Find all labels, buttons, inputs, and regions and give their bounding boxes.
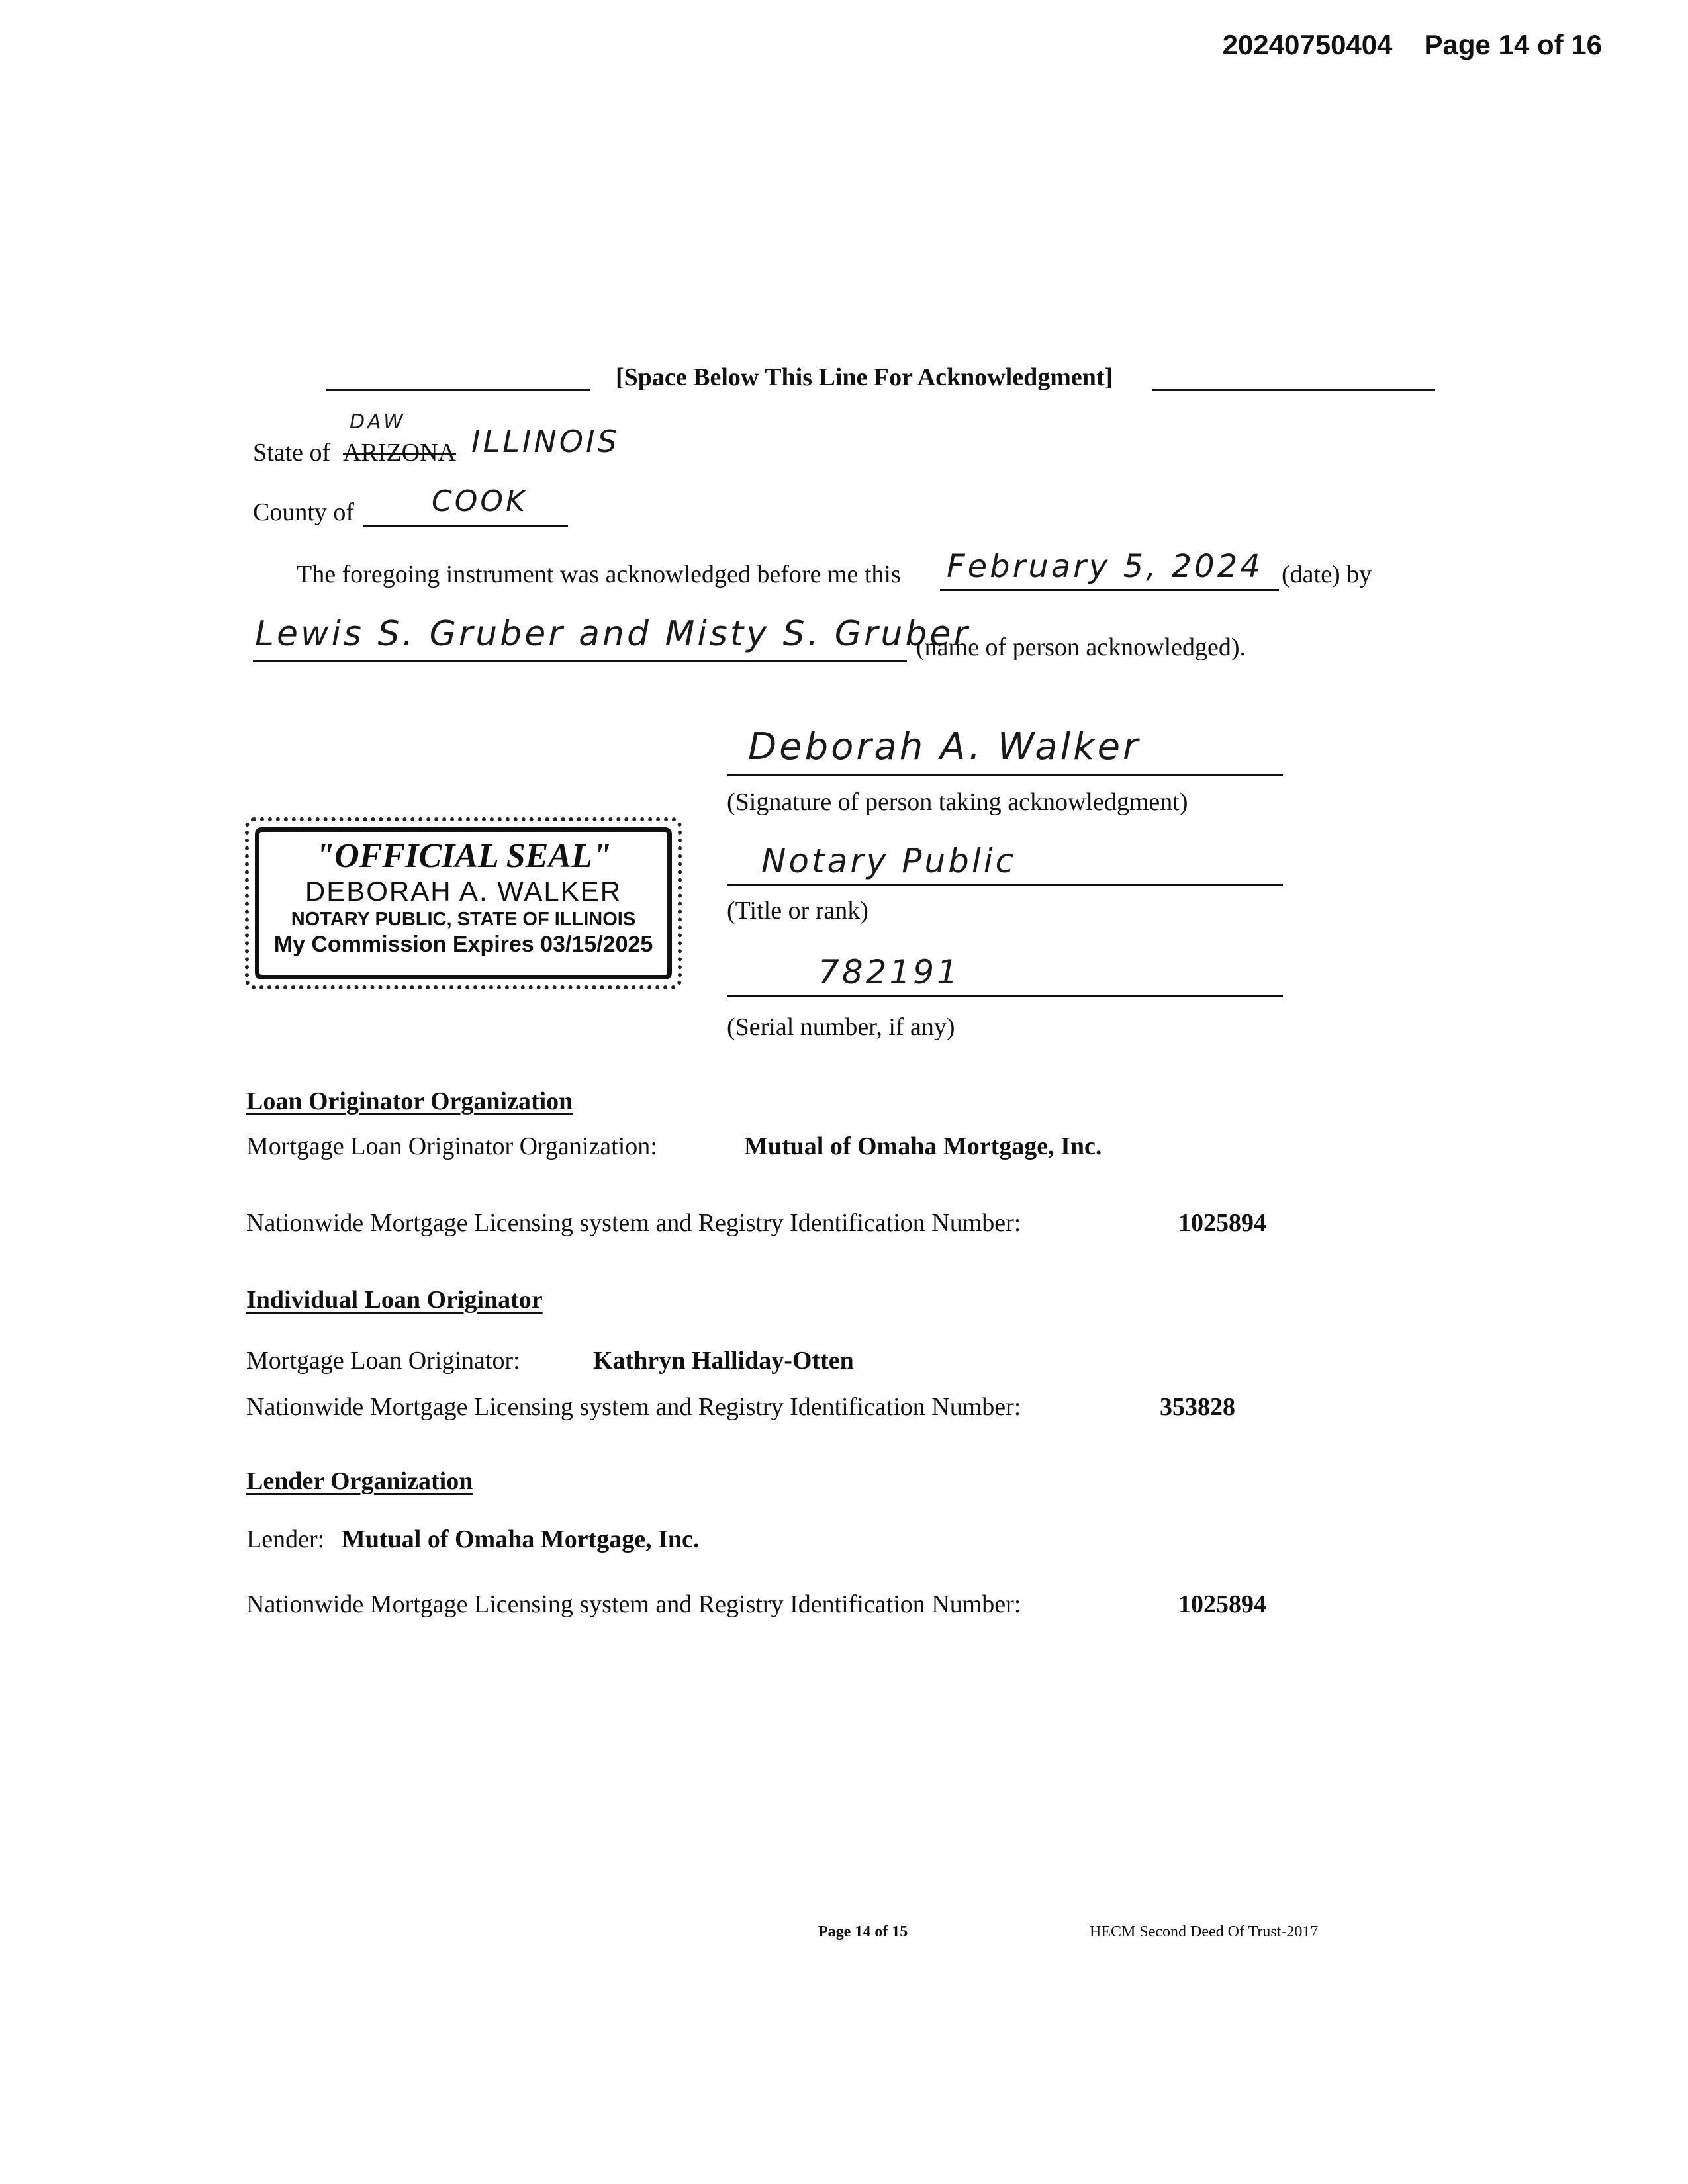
individual-originator-label: Mortgage Loan Originator: (246, 1347, 520, 1375)
county-handwritten: COOK (432, 484, 528, 518)
loan-originator-org-label: Mortgage Loan Originator Organization: (246, 1132, 657, 1160)
document-number: 20240750404 (1222, 29, 1393, 60)
seal-notary-state: NOTARY PUBLIC, STATE OF ILLINOIS (291, 909, 636, 930)
county-label: County of (253, 498, 355, 526)
heading-rule-right (1152, 389, 1435, 391)
lender-value: Mutual of Omaha Mortgage, Inc. (342, 1525, 700, 1553)
page-header (1191, 29, 1602, 61)
loan-originator-org-nmls-label: Nationwide Mortgage Licensing system and Registry Identification Number: (246, 1209, 1021, 1237)
date-handwritten: February 5, 2024 (947, 548, 1263, 585)
state-initials-handwritten: DAW (350, 410, 406, 433)
notary-signature: Deborah A. Walker (748, 725, 1141, 768)
acknowledgment-heading: [Space Below This Line For Acknowledgment] (616, 363, 1113, 391)
seal-commission-expiry: My Commission Expires 03/15/2025 (273, 932, 653, 957)
footer-page-number: Page 14 of 15 (818, 1923, 908, 1940)
individual-originator-heading: Individual Loan Originator (246, 1286, 543, 1314)
date-rule (940, 589, 1279, 591)
signature-rule (727, 774, 1283, 776)
individual-originator-nmls-label: Nationwide Mortgage Licensing system and Registry Identification Number: (246, 1393, 1021, 1421)
state-printed-struck: ARIZONA (343, 439, 456, 467)
names-handwritten: Lewis S. Gruber and Misty S. Gruber (255, 614, 970, 654)
state-handwritten: ILLINOIS (471, 424, 620, 459)
loan-originator-org-value: Mutual of Omaha Mortgage, Inc. (744, 1132, 1102, 1160)
serial-rule (727, 995, 1283, 997)
seal-notary-name: DEBORAH A. WALKER (305, 876, 622, 907)
seal-title: "OFFICIAL SEAL" (315, 837, 612, 875)
foregoing-text: The foregoing instrument was acknowledged before me this (297, 561, 901, 588)
county-rule (363, 525, 568, 527)
signature-caption: (Signature of person taking acknowledgment) (727, 788, 1188, 816)
page-label: Page 14 of 16 (1424, 29, 1602, 60)
serial-caption: (Serial number, if any) (727, 1013, 955, 1041)
lender-org-heading: Lender Organization (246, 1467, 473, 1495)
lender-nmls-value: 1025894 (1178, 1590, 1266, 1618)
loan-originator-org-heading: Loan Originator Organization (246, 1087, 573, 1115)
serial-handwritten: 782191 (818, 953, 961, 991)
loan-originator-org-nmls-value: 1025894 (1178, 1209, 1266, 1237)
lender-label: Lender: (246, 1525, 325, 1553)
heading-rule-left (326, 389, 590, 391)
individual-originator-nmls-value: 353828 (1160, 1393, 1235, 1421)
lender-nmls-label: Nationwide Mortgage Licensing system and Registry Identification Number: (246, 1590, 1021, 1618)
names-rule (253, 660, 907, 662)
title-caption: (Title or rank) (727, 897, 868, 925)
title-rule (727, 884, 1283, 886)
footer-form-name: HECM Second Deed Of Trust-2017 (1090, 1923, 1319, 1940)
names-caption: (name of person acknowledged). (916, 633, 1246, 661)
individual-originator-value: Kathryn Halliday-Otten (593, 1347, 854, 1375)
date-suffix: (date) by (1282, 561, 1372, 588)
state-label: State of (253, 439, 331, 467)
title-handwritten: Notary Public (761, 842, 1017, 880)
official-seal-stamp (255, 827, 672, 979)
